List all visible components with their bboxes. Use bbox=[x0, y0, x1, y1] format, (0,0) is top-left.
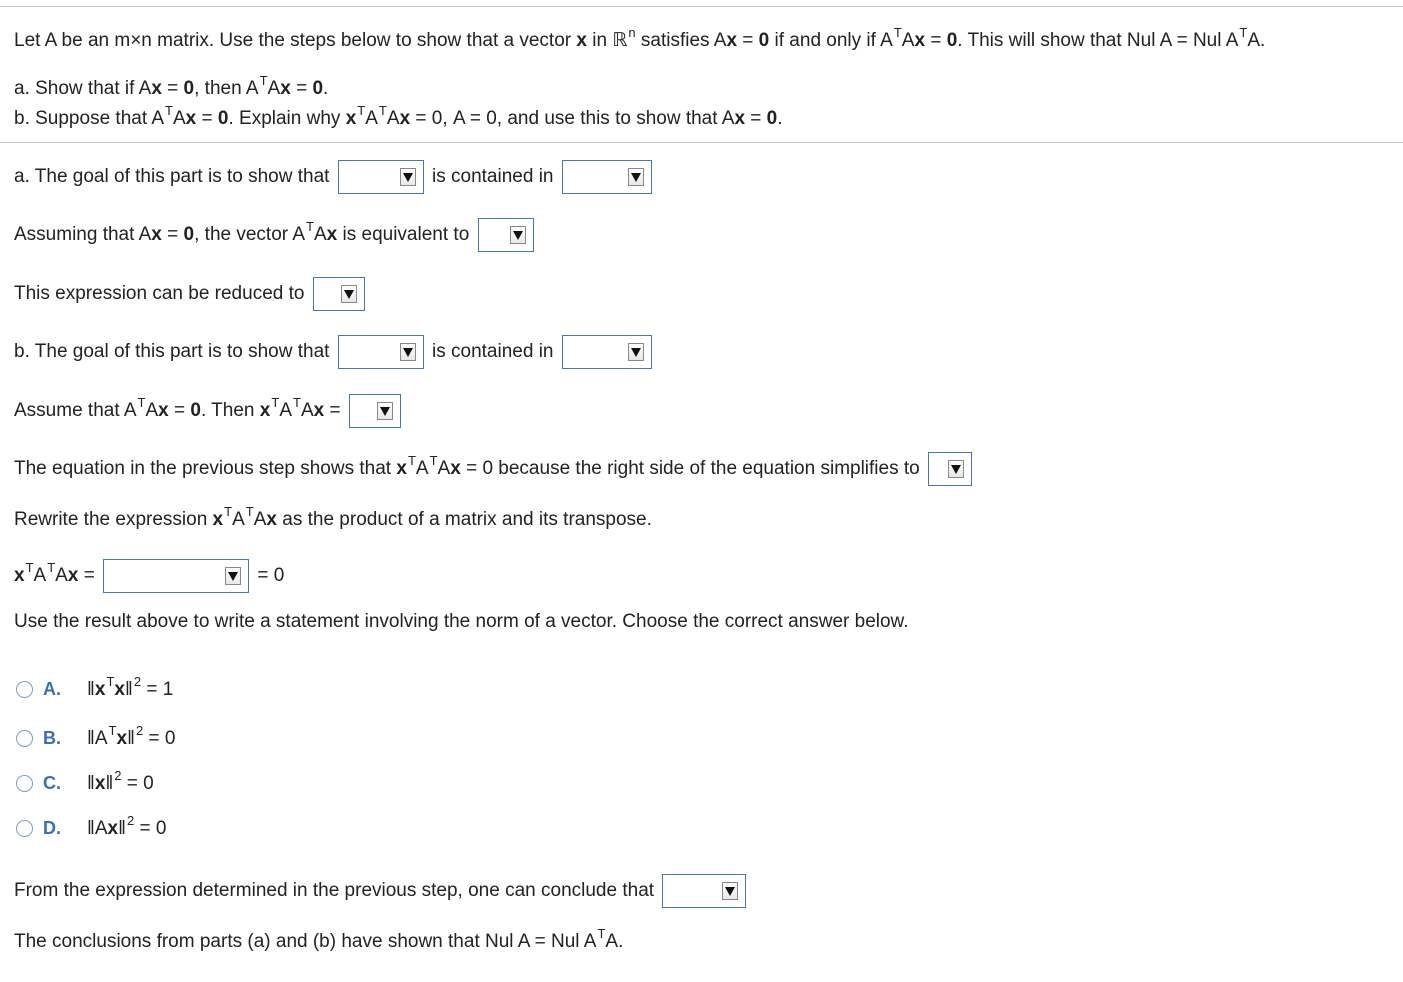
chevron-down-icon bbox=[377, 402, 393, 420]
option-a[interactable]: A. $‖x^Tx‖^2 = 1$ bbox=[16, 677, 173, 701]
option-c[interactable]: C. ‖x‖$^2$ = 0 bbox=[16, 771, 154, 795]
product-row: $x^TA^TAx$ = = 0 bbox=[14, 559, 284, 593]
radio-option-d[interactable] bbox=[16, 820, 33, 837]
then-dropdown[interactable] bbox=[349, 394, 401, 428]
simplifies-dropdown[interactable] bbox=[928, 452, 972, 486]
chevron-down-icon bbox=[628, 343, 644, 361]
radio-option-a[interactable] bbox=[16, 681, 33, 698]
conclude-row: From the expression determined in the previous step, one can conclude that bbox=[14, 874, 749, 908]
step-a-statement: a. Show that if Ax = 0, then $A^TAx = 0$. bbox=[14, 73, 329, 99]
chevron-down-icon bbox=[400, 343, 416, 361]
step-b-statement: b. Suppose that $A^TAx = 0$. Explain why $x^TA^TAx = 0$, A = 0, and use this to show that Ax = 0. bbox=[14, 103, 783, 129]
chevron-down-icon bbox=[510, 226, 526, 244]
chevron-down-icon bbox=[400, 168, 416, 186]
option-b[interactable]: B. $‖A^Tx‖^2 = 0$ bbox=[16, 726, 175, 750]
chevron-down-icon bbox=[722, 882, 738, 900]
problem-statement: Let A be an m×n matrix. Use the steps below to show that a vector x in ℝ$^n$ satisfies Ax = 0 if and only if $A^TAx = 0$. This will show that Nul A = Nul $A^TA$. bbox=[14, 25, 1266, 51]
final-statement: The conclusions from parts (a) and (b) have shown that Nul A = Nul $A^TA$. bbox=[14, 926, 624, 952]
goal-a-dropdown-2[interactable] bbox=[562, 160, 652, 194]
reduced-row: This expression can be reduced to bbox=[14, 277, 368, 311]
chevron-down-icon bbox=[225, 567, 241, 585]
goal-a-row: a. The goal of this part is to show that is contained in bbox=[14, 160, 655, 194]
goal-b-row: b. The goal of this part is to show that is contained in bbox=[14, 335, 655, 369]
radio-option-b[interactable] bbox=[16, 730, 33, 747]
equation-row: The equation in the previous step shows that $x^TA^TAx = 0$ because the right side of the equation simplifies to bbox=[14, 452, 975, 486]
assume-b-row: Assume that $A^TAx = 0$. Then $x^TA^TAx$ = bbox=[14, 394, 404, 428]
goal-b-dropdown-2[interactable] bbox=[562, 335, 652, 369]
equivalent-dropdown[interactable] bbox=[478, 218, 534, 252]
reduced-dropdown[interactable] bbox=[313, 277, 365, 311]
section-divider bbox=[0, 142, 1403, 143]
conclude-dropdown[interactable] bbox=[662, 874, 746, 908]
top-rule bbox=[0, 6, 1403, 7]
rewrite-row: Rewrite the expression $x^TA^TAx$ as the product of a matrix and its transpose. bbox=[14, 504, 652, 530]
assuming-a-row: Assuming that Ax = 0, the vector $A^TAx$ is equivalent to bbox=[14, 218, 537, 252]
chevron-down-icon bbox=[341, 285, 357, 303]
chevron-down-icon bbox=[628, 168, 644, 186]
norm-instruction: Use the result above to write a statement involving the norm of a vector. Choose the correct answer below. bbox=[14, 611, 909, 632]
radio-option-c[interactable] bbox=[16, 775, 33, 792]
goal-b-dropdown-1[interactable] bbox=[338, 335, 424, 369]
product-dropdown[interactable] bbox=[103, 559, 249, 593]
goal-a-dropdown-1[interactable] bbox=[338, 160, 424, 194]
chevron-down-icon bbox=[948, 460, 964, 478]
option-d[interactable]: D. ‖Ax‖$^2$ = 0 bbox=[16, 816, 166, 840]
